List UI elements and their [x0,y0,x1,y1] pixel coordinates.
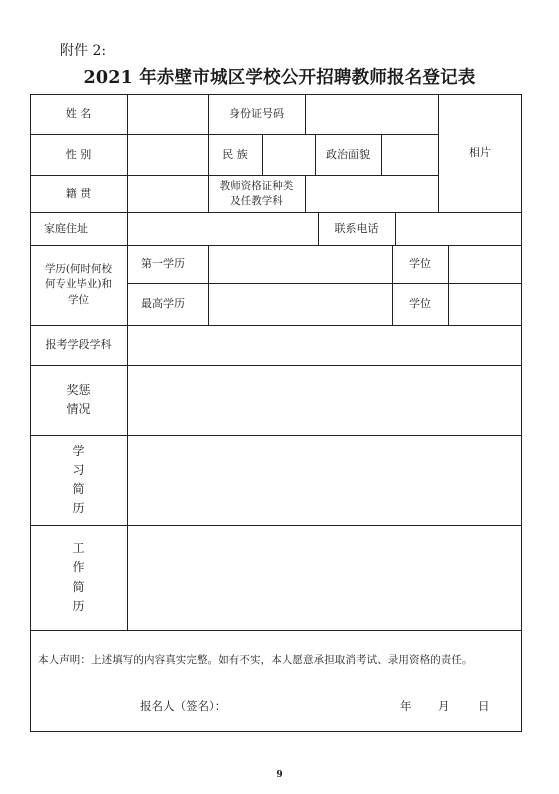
phone-label: 联系电话 [334,221,379,235]
highest-degree-degree-label: 学位 [409,297,431,311]
highest-degree-degree-field[interactable] [449,284,522,325]
gender-label: 性 别 [65,147,92,161]
teacher-cert-field[interactable] [306,176,438,212]
page-number: 9 [276,770,283,780]
row-divider [30,630,522,631]
rewards-label: 奖惩 情况 [66,382,91,416]
ethnicity-label: 民 族 [222,147,248,161]
subject-label: 报考学段学科 [45,338,112,352]
native-place-field[interactable] [128,176,208,212]
work-history-field[interactable] [128,526,522,630]
signature-field[interactable] [240,690,380,718]
subject-field[interactable] [128,326,522,365]
photo-label[interactable]: 相片 [469,146,491,160]
form-title: 2021 年赤壁市城区学校公开招聘教师报名登记表 [83,68,476,88]
political-status-field[interactable] [382,135,438,175]
education-label: 学历(何时何校 何专业毕业)和 学位 [44,263,113,306]
name-field[interactable] [128,95,208,134]
study-history-field[interactable] [128,436,522,525]
teacher-cert-label: 教师资格证种类 及任教学科 [219,180,294,207]
highest-degree-label: 最高学历 [141,297,185,311]
first-degree-label: 第一学历 [141,257,185,271]
home-address-field[interactable] [128,213,318,245]
declaration-text: 本人声明：上述填写的内容真实完整。如有不实，本人愿意承担取消考试、录用资格的责任。 [38,654,473,666]
attachment-label: 附件 2: [60,43,107,59]
first-degree-field[interactable] [209,246,392,283]
rewards-field[interactable] [128,366,522,435]
study-history-label: 学 习 简 历 [72,443,85,516]
native-place-label: 籍 贯 [65,186,92,200]
work-history-label: 工 作 简 历 [72,541,85,613]
signature-label: 报名人（签名）： [140,699,227,713]
gender-field[interactable] [128,135,208,175]
id-number-label: 身份证号码 [229,107,284,121]
phone-field[interactable] [396,213,522,245]
home-address-label: 家庭住址 [44,221,88,235]
first-degree-degree-field[interactable] [449,246,522,283]
date-day: 日 [478,699,490,713]
name-label: 姓 名 [65,107,92,121]
id-number-field[interactable] [306,95,438,134]
first-degree-degree-label: 学位 [409,257,431,271]
ethnicity-field[interactable] [263,135,315,175]
date-month: 月 [438,699,450,713]
highest-degree-field[interactable] [209,284,392,325]
political-status-label: 政治面貌 [326,147,370,161]
date-year: 年 [400,699,412,713]
